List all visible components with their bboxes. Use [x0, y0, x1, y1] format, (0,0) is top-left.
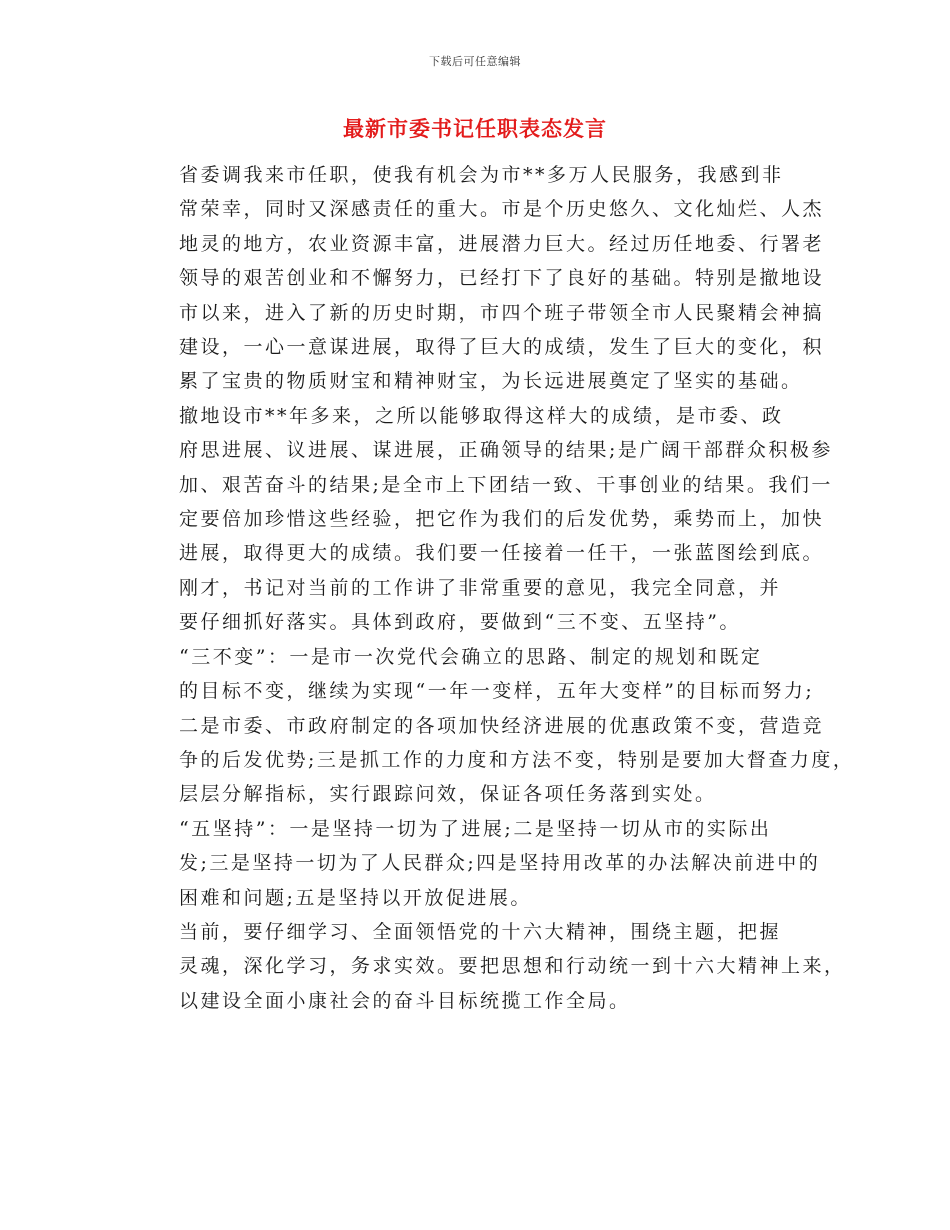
paragraph-line: 要仔细抓好落实。具体到政府，要做到“三不变、五坚持”。 — [179, 611, 741, 634]
paragraph-line: 刚才，书记对当前的工作讲了非常重要的意见，我完全同意，并 — [179, 576, 782, 599]
paragraph-line: 二是市委、市政府制定的各项加快经济进展的优惠政策不变，营造竞 — [179, 714, 825, 737]
paragraph-6 — [141, 915, 846, 1018]
paragraph-3 — [141, 571, 801, 640]
page-header-note: 下载后可任意编辑 — [429, 55, 521, 68]
paragraph-line: 以建设全面小康社会的奋斗目标统揽工作全局。 — [179, 989, 631, 1012]
paragraph-line: “三不变”：一是市一次党代会确立的思路、制定的规划和既定 — [179, 645, 763, 668]
paragraph-line: 发;三是坚持一切为了人民群众;四是坚持用改革的办法解决前进中的 — [179, 852, 821, 875]
paragraph-line: 撤地设市**年多来，之所以能够取得这样大的成绩，是市委、政 — [179, 404, 784, 427]
paragraph-line: 灵魂，深化学习，务求实效。要把思想和行动统一到十六大精神上来， — [179, 955, 846, 978]
paragraph-line: 建设，一心一意谋进展，取得了巨大的成绩，发生了巨大的变化，积 — [179, 336, 825, 359]
document-title: 最新市委书记任职表态发言 — [343, 116, 607, 141]
document-body — [141, 158, 855, 1018]
paragraph-5 — [141, 812, 821, 915]
paragraph-line: 府思进展、议进展、谋进展，正确领导的结果;是广阔干部群众积极参 — [179, 439, 833, 462]
paragraph-line: 的目标不变，继续为实现“一年一变样，五年大变样”的目标而努力; — [179, 680, 815, 703]
paragraph-line: 地灵的地方，农业资源丰富，进展潜力巨大。经过历任地委、行署老 — [179, 232, 825, 255]
paragraph-line: 进展，取得更大的成绩。我们要一任接着一任干，一张蓝图绘到底。 — [179, 542, 825, 565]
paragraph-line: 定要倍加珍惜这些经验，把它作为我们的后发优势，乘势而上，加快 — [179, 508, 825, 531]
paragraph-line: 争的后发优势;三是抓工作的力度和方法不变，特别是要加大督查力度， — [179, 748, 855, 771]
paragraph-line: 市以来，进入了新的历史时期，市四个班子带领全市人民聚精会神搞 — [179, 301, 825, 324]
paragraph-line: 当前，要仔细学习、全面领悟党的十六大精神，围绕主题，把握 — [179, 920, 782, 943]
paragraph-line: 累了宝贵的物质财宝和精神财宝，为长远进展奠定了坚实的基础。 — [179, 370, 803, 393]
paragraph-1 — [141, 158, 825, 399]
paragraph-line: 领导的艰苦创业和不懈努力，已经打下了良好的基础。特别是撤地设 — [179, 267, 825, 290]
paragraph-line: 常荣幸，同时又深感责任的重大。市是个历史悠久、文化灿烂、人杰 — [179, 198, 825, 221]
paragraph-line: “五坚持”：一是坚持一切为了进展;二是坚持一切从市的实际出 — [179, 817, 772, 840]
paragraph-2 — [141, 399, 833, 571]
paragraph-line: 加、艰苦奋斗的结果;是全市上下团结一致、干事创业的结果。我们一 — [179, 473, 833, 496]
paragraph-line: 省委调我来市任职，使我有机会为市**多万人民服务，我感到非 — [179, 164, 784, 186]
paragraph-line: 困难和问题;五是坚持以开放促进展。 — [179, 886, 532, 909]
paragraph-line: 层层分解指标，实行跟踪问效，保证各项任务落到实处。 — [179, 783, 717, 806]
paragraph-4 — [141, 640, 855, 812]
